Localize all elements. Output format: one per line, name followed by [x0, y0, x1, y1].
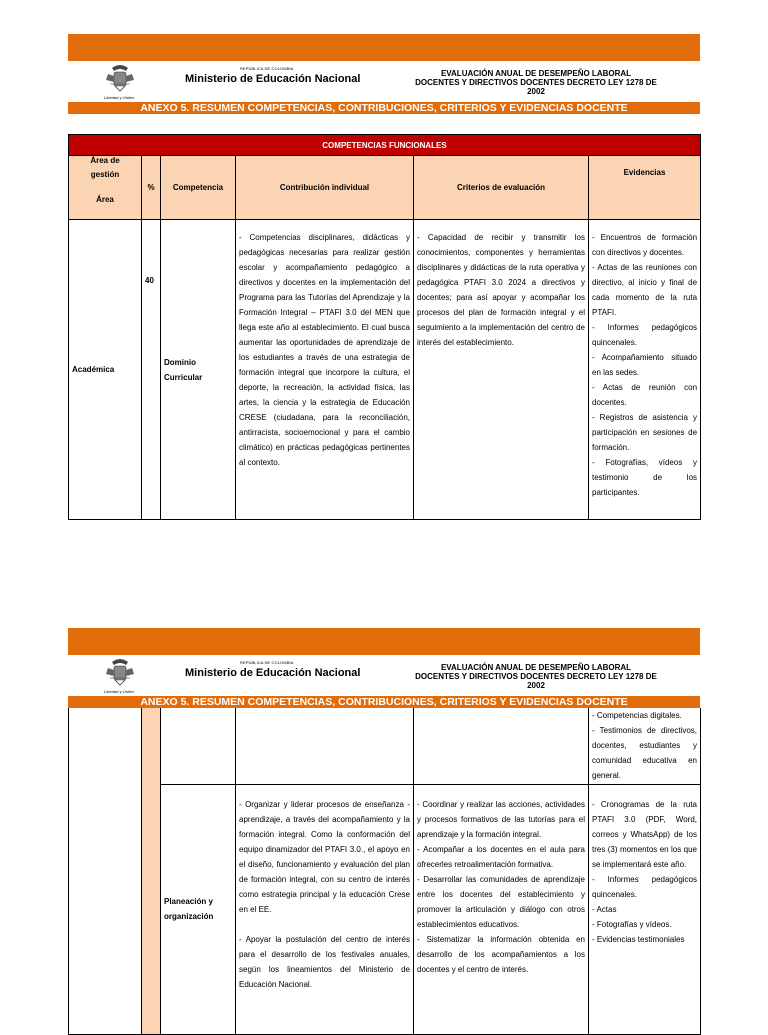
header-competencia: Competencia: [161, 156, 236, 220]
evidence-item: - Evidencias testimoniales: [592, 934, 685, 944]
criterios-cell: - Capacidad de recibir y transmitir los conocimientos, componentes y herramientas disciplinares y didácticas de la ruta operativa y pedagógica PTAFI 3.0 2024 a directivos y docentes; para así apoyar y acompañar los procesos del plan de formación integral y el seguimiento a la implementación del centro de interés del establecimiento.: [414, 220, 589, 520]
evidence-item: - Acompañamiento situado en las sedes.: [592, 353, 698, 377]
evidence-item: - Actas: [592, 904, 617, 914]
header-percent: %: [142, 156, 161, 220]
percent-cell-continued: [142, 708, 161, 1034]
competencia-cell-planeacion: Planeación y organización: [161, 784, 236, 1034]
criterion-item: - Desarrollar las comunidades de aprendizaje entre los docentes del establecimiento y promover la articulación y diálogo con otros establecimientos educativos.: [417, 874, 585, 929]
area-cell: Académica: [69, 220, 142, 520]
evidence-item: - Actas de las reuniones con directivo, al inicio y final de cada momento de la ruta PTAFI.: [592, 263, 698, 317]
annex-title-bar: ANEXO 5. RESUMEN COMPETENCIAS, CONTRIBUCIONES, CRITERIOS Y EVIDENCIAS DOCENTE: [68, 102, 700, 114]
crest-caption: Libertad y Orden: [104, 689, 134, 694]
header-contribucion: Contribución individual: [236, 156, 414, 220]
evidencias-cell-planeacion: [589, 784, 701, 1034]
competencias-table-continued: [68, 708, 701, 1035]
evidence-item: - Testimonios de directivos, docentes, estudiantes y comunidad educativa en general.: [592, 726, 697, 780]
evaluation-title: EVALUACIÓN ANUAL DE DESEMPEÑO LABORAL: [440, 663, 632, 672]
annex-title-bar-2: ANEXO 5. RESUMEN COMPETENCIAS, CONTRIBUCIONES, CRITERIOS Y EVIDENCIAS DOCENTE: [68, 696, 700, 708]
criterion-item: - Sistematizar la información obtenida en desarrollo de los acompañamientos a los docentes y el centro de interés.: [417, 934, 585, 974]
area-cell-continued: [69, 708, 142, 1034]
evidence-item: - Registros de asistencia y participación en sesiones de formación.: [592, 413, 698, 452]
criterios-cell-continued: [414, 708, 589, 784]
contribucion-cell-planeacion: - Organizar y liderar procesos de enseñanza - aprendizaje, a través del acompañamiento y la formación integral. Como la conformación del equipo dinamizador del PTAFI 3.0., el apoyo en el diseño, funcionamiento y evaluación del plan de formación integral, con su centro de interés como estrategia principal y la educación Crese en el EE. - Apoyar la postulación del centro de interés para el desarrollo de los festivales anuales, según los lineamientos del Ministerio de Educación Nacional.: [236, 784, 414, 1034]
top-orange-bar-2: [68, 628, 700, 655]
evidence-item: - Cronogramas de la ruta PTAFI 3.0 (PDF, Word, correos y WhatsApp) de los tres (3) momentos en los que se implementará este año.: [592, 799, 697, 869]
evidencias-cell-continued: [589, 708, 701, 784]
evidence-item: - Competencias digitales.: [592, 711, 682, 720]
criterion-item: - Acompañar a los docentes en el aula para ofrecerles retroalimentación formativa.: [417, 844, 585, 869]
evidence-item: - Encuentros de formación con directivos y docentes.: [592, 233, 698, 257]
header-area: Área de gestión Área: [69, 156, 142, 220]
contribucion-cell-continued: [236, 708, 414, 784]
evidence-item: - Fotografías y vídeos.: [592, 919, 672, 929]
competencia-cell: Dominio Curricular: [161, 220, 236, 520]
table-title: COMPETENCIAS FUNCIONALES: [69, 135, 701, 156]
competencia-cell-continued: [161, 708, 236, 784]
evidence-item: - Informes pedagógicos quincenales.: [592, 323, 698, 347]
header-criterios: Criterios de evaluación: [414, 156, 589, 220]
evidence-item: - Actas de reunión con docentes.: [592, 383, 698, 407]
republic-label: REPÚBLICA DE COLOMBIA: [240, 660, 294, 665]
evaluation-title: EVALUACIÓN ANUAL DE DESEMPEÑO LABORAL: [440, 69, 632, 78]
criterion-item: - Coordinar y realizar las acciones, actividades y procesos formativos de las tutorías para el aprendizaje y la formación integral.: [417, 799, 585, 839]
ministry-name: Ministerio de Educación Nacional: [185, 73, 361, 85]
evaluation-subtitle: DOCENTES Y DIRECTIVOS DOCENTES DECRETO LEY 1278 DE 2002: [415, 672, 657, 690]
header-evidencias: Evidencias: [589, 156, 701, 220]
percent-cell: 40: [142, 220, 161, 520]
criterios-cell-planeacion: [414, 784, 589, 1034]
republic-label: REPÚBLICA DE COLOMBIA: [240, 66, 294, 71]
document-header-2: [68, 656, 700, 694]
crest-caption: Libertad y Orden: [104, 95, 134, 100]
ministry-name: Ministerio de Educación Nacional: [185, 667, 361, 679]
evidence-item: - Fotografías, vídeos y testimonio de los participantes.: [592, 458, 698, 497]
contribucion-cell: - Competencias disciplinares, didácticas y pedagógicas necesarias para realizar gestión escolar y acompañamiento pedagógico a directivos y docentes en la implementación del Programa para las Tutorías del Aprendizaje y la Formación Integral – PTAFI 3.0 del MEN que llega este año al establecimiento. El cual busca aumentar las oportunidades de aprendizaje de los estudiantes a través de una estrategia de formación integral que incorpore la cultura, el deporte, la recreación, la actividad física, las artes, la ciencia y la estrategia de Educación CRESE (ciudadana, para la reconciliación, antirracista, socioemocional y para el cambio climático) en prácticas pedagógicas pertinentes al contexto.: [236, 220, 414, 520]
evidence-item: - Informes pedagógicos quincenales.: [592, 874, 697, 899]
evaluation-subtitle: DOCENTES Y DIRECTIVOS DOCENTES DECRETO LEY 1278 DE 2002: [415, 78, 657, 96]
